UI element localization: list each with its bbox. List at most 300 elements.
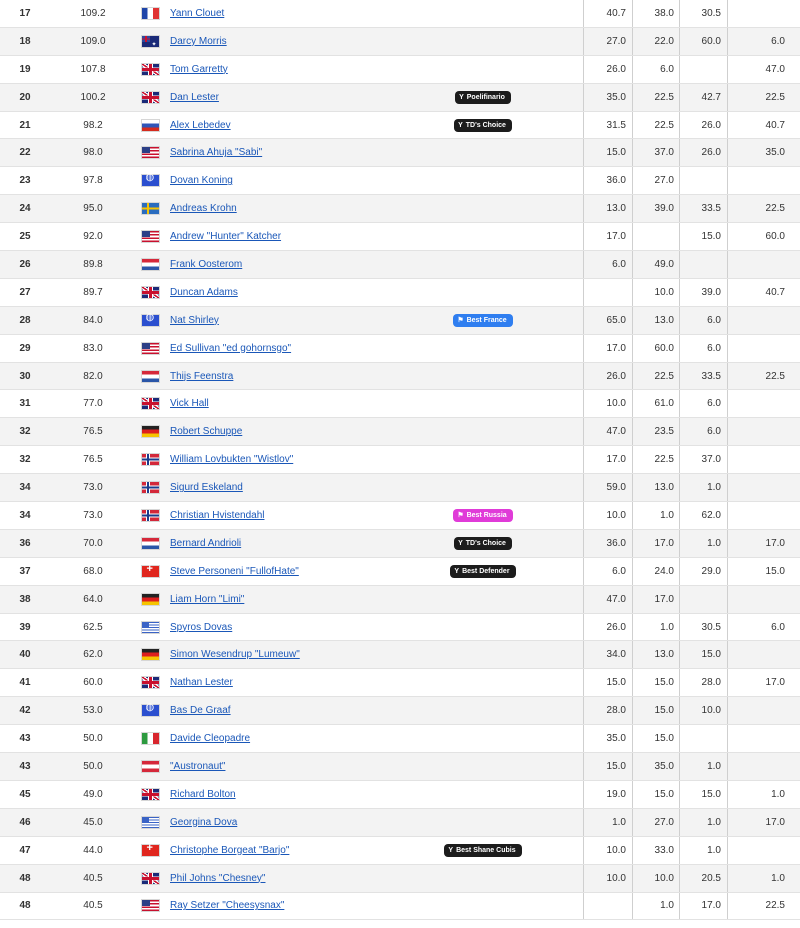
column-divider [679, 418, 680, 445]
player-link[interactable]: Yann Clouet [170, 7, 225, 19]
column-divider [583, 530, 584, 557]
score-cell: 82.0 [83, 370, 103, 382]
round-4-score: 60.0 [765, 231, 785, 243]
award-badge [453, 509, 512, 522]
player-name-cell [170, 307, 440, 334]
flag-gb-icon [142, 677, 159, 688]
column-divider [679, 614, 680, 641]
column-divider [583, 251, 584, 278]
country-flag-icon [141, 865, 159, 892]
award-badge-cell [430, 307, 536, 334]
table-row [0, 418, 800, 446]
player-link[interactable]: Ed Sullivan "ed gohornsgo" [170, 342, 292, 354]
column-divider [632, 697, 633, 724]
round-1-score: 31.5 [606, 119, 626, 131]
column-divider [583, 614, 584, 641]
score-cell: 76.5 [83, 426, 103, 438]
player-link[interactable]: Phil Johns "Chesney" [170, 872, 266, 884]
country-flag-icon [141, 56, 159, 83]
country-flag-icon [141, 809, 159, 836]
table-row [0, 641, 800, 669]
column-divider [679, 307, 680, 334]
column-divider [727, 865, 728, 892]
table-row [0, 614, 800, 642]
round-3-score: 29.0 [701, 565, 721, 577]
rank-cell: 32 [19, 454, 31, 466]
score-cell: 77.0 [83, 398, 103, 410]
table-row [0, 558, 800, 586]
round-2-score: 15.0 [654, 788, 674, 800]
table-row [0, 195, 800, 223]
player-link[interactable]: Bas De Graaf [170, 705, 231, 717]
column-divider [632, 84, 633, 111]
round-1-score: 35.0 [606, 91, 626, 103]
column-divider [727, 530, 728, 557]
column-divider [679, 558, 680, 585]
column-divider [583, 725, 584, 752]
column-divider [727, 0, 728, 27]
round-2-score: 33.0 [654, 844, 674, 856]
score-cell: 73.0 [83, 482, 103, 494]
round-4-score: 47.0 [765, 63, 785, 75]
player-link[interactable]: Dan Lester [170, 91, 219, 103]
round-1-score: 26.0 [606, 621, 626, 633]
column-divider [632, 418, 633, 445]
round-1-score: 15.0 [606, 677, 626, 689]
table-row [0, 502, 800, 530]
round-1-score: 17.0 [606, 231, 626, 243]
rank-cell: 43 [19, 760, 31, 772]
round-1-score [582, 279, 626, 306]
table-row [0, 586, 800, 614]
score-cell: 50.0 [83, 760, 103, 772]
round-3-score: 1.0 [707, 844, 721, 856]
table-row [0, 893, 800, 921]
column-divider [727, 558, 728, 585]
award-badge [455, 91, 511, 104]
flag-icon: ⚑ [457, 316, 464, 324]
player-link[interactable]: Vick Hall [170, 398, 209, 410]
player-link[interactable]: Liam Horn "Limi" [170, 593, 245, 605]
column-divider [632, 781, 633, 808]
round-1-score: 34.0 [606, 649, 626, 661]
column-divider [583, 418, 584, 445]
table-row [0, 279, 800, 307]
round-4-score [741, 446, 785, 473]
column-divider [727, 586, 728, 613]
round-4-score: 1.0 [771, 788, 785, 800]
column-divider [679, 0, 680, 27]
country-flag-icon [141, 363, 159, 390]
round-4-score [741, 586, 785, 613]
table-row [0, 56, 800, 84]
player-link[interactable]: Robert Schuppe [170, 426, 243, 438]
score-cell: 40.5 [83, 900, 103, 912]
rank-cell: 25 [19, 231, 31, 243]
round-3-score: 60.0 [701, 35, 721, 47]
column-divider [632, 223, 633, 250]
round-4-score [741, 725, 785, 752]
country-flag-icon [141, 335, 159, 362]
country-flag-icon [141, 0, 159, 27]
column-divider [679, 781, 680, 808]
country-flag-icon [141, 781, 159, 808]
column-divider [679, 697, 680, 724]
column-divider [632, 614, 633, 641]
column-divider [679, 641, 680, 668]
column-divider [679, 446, 680, 473]
round-3-score: 37.0 [701, 454, 721, 466]
round-2-score: 13.0 [654, 314, 674, 326]
round-3-score: 6.0 [707, 342, 721, 354]
flag-gb-icon [142, 789, 159, 800]
player-link[interactable]: Sigurd Eskeland [170, 482, 243, 494]
flag-ru-icon [142, 120, 159, 131]
player-link[interactable]: Nathan Lester [170, 677, 233, 689]
table-row [0, 167, 800, 195]
round-3-score: 1.0 [707, 537, 721, 549]
column-divider [679, 753, 680, 780]
flag-icon: ⚑ [457, 511, 464, 519]
round-2-score: 23.5 [654, 426, 674, 438]
round-3-score [677, 586, 721, 613]
round-4-score [741, 418, 785, 445]
player-name-cell [170, 893, 440, 920]
rank-cell: 24 [19, 203, 31, 215]
country-flag-icon [141, 28, 159, 55]
flag-gb-icon [142, 873, 159, 884]
rank-cell: 41 [19, 677, 31, 689]
table-row [0, 223, 800, 251]
country-flag-icon [141, 167, 159, 194]
round-3-score: 1.0 [707, 816, 721, 828]
column-divider [632, 725, 633, 752]
score-cell: 107.8 [80, 63, 106, 75]
table-row [0, 446, 800, 474]
player-name-cell [170, 139, 440, 166]
round-3-score [677, 56, 721, 83]
score-cell: 62.5 [83, 621, 103, 633]
flag-de-icon [142, 649, 159, 660]
round-1-score: 10.0 [606, 509, 626, 521]
round-3-score: 62.0 [701, 509, 721, 521]
player-link[interactable]: Ray Setzer "Cheesysnax" [170, 900, 285, 912]
flag-gb-icon [142, 92, 159, 103]
trophy-icon: Y [454, 567, 460, 575]
rank-cell: 28 [19, 314, 31, 326]
round-3-score: 33.5 [701, 370, 721, 382]
trophy-icon: Y [459, 93, 464, 101]
column-divider [632, 809, 633, 836]
column-divider [727, 195, 728, 222]
table-row [0, 390, 800, 418]
column-divider [632, 56, 633, 83]
round-2-score: 27.0 [654, 175, 674, 187]
rank-cell: 34 [19, 482, 31, 494]
round-3-score: 26.0 [701, 147, 721, 159]
round-1-score: 27.0 [606, 35, 626, 47]
round-1-score: 10.0 [606, 872, 626, 884]
player-link[interactable]: Dovan Koning [170, 175, 233, 187]
round-4-score [741, 335, 785, 362]
player-name-cell [170, 809, 440, 836]
column-divider [632, 669, 633, 696]
player-link[interactable]: Simon Wesendrup "Lumeuw" [170, 649, 300, 661]
country-flag-icon [141, 641, 159, 668]
rank-cell: 20 [19, 91, 31, 103]
column-divider [679, 837, 680, 864]
round-4-score: 1.0 [771, 872, 785, 884]
player-link[interactable]: Darcy Morris [170, 35, 227, 47]
column-divider [583, 56, 584, 83]
round-2-score: 37.0 [654, 147, 674, 159]
table-row [0, 753, 800, 781]
round-4-score [741, 502, 785, 529]
rank-cell: 30 [19, 370, 31, 382]
player-link[interactable]: Christophe Borgeat "Barjo" [170, 844, 290, 856]
country-flag-icon [141, 139, 159, 166]
column-divider [632, 753, 633, 780]
award-badge-label: TD's Choice [465, 121, 506, 129]
player-name-cell [170, 753, 440, 780]
country-flag-icon [141, 837, 159, 864]
rank-cell: 32 [19, 426, 31, 438]
table-row [0, 363, 800, 391]
player-link[interactable]: "Austronaut" [170, 760, 226, 772]
round-2-score: 13.0 [654, 482, 674, 494]
column-divider [727, 363, 728, 390]
country-flag-icon [141, 446, 159, 473]
flag-gr-icon [142, 622, 159, 633]
column-divider [583, 307, 584, 334]
round-4-score [741, 474, 785, 501]
column-divider [583, 0, 584, 27]
round-2-score: 60.0 [654, 342, 674, 354]
award-badge-cell [430, 502, 536, 529]
score-cell: 45.0 [83, 816, 103, 828]
player-name-cell [170, 167, 440, 194]
round-2-score: 1.0 [660, 621, 674, 633]
score-cell: 76.5 [83, 454, 103, 466]
column-divider [632, 641, 633, 668]
column-divider [727, 669, 728, 696]
player-link[interactable]: Sabrina Ahuja "Sabi" [170, 147, 263, 159]
round-4-score [741, 390, 785, 417]
column-divider [679, 223, 680, 250]
award-badge-cell [430, 837, 536, 864]
country-flag-icon [141, 502, 159, 529]
column-divider [583, 112, 584, 139]
round-2-score: 17.0 [654, 537, 674, 549]
score-cell: 109.2 [80, 7, 106, 19]
award-badge-cell [430, 84, 536, 111]
round-1-score: 47.0 [606, 426, 626, 438]
rank-cell: 39 [19, 621, 31, 633]
score-cell: 92.0 [83, 231, 103, 243]
round-1-score: 28.0 [606, 705, 626, 717]
round-2-score: 39.0 [654, 203, 674, 215]
column-divider [632, 530, 633, 557]
column-divider [679, 725, 680, 752]
rank-cell: 42 [19, 705, 31, 717]
rank-cell: 38 [19, 593, 31, 605]
country-flag-icon [141, 223, 159, 250]
score-cell: 64.0 [83, 593, 103, 605]
player-link[interactable]: Tom Garretty [170, 63, 228, 75]
player-name-cell [170, 530, 440, 557]
flag-gb-icon [142, 398, 159, 409]
column-divider [632, 195, 633, 222]
country-flag-icon [141, 530, 159, 557]
player-link[interactable]: Nat Shirley [170, 314, 219, 326]
column-divider [583, 753, 584, 780]
round-4-score: 6.0 [771, 35, 785, 47]
score-cell: 68.0 [83, 565, 103, 577]
round-1-score: 36.0 [606, 537, 626, 549]
score-cell: 73.0 [83, 509, 103, 521]
flag-no-icon [142, 482, 159, 493]
column-divider [583, 669, 584, 696]
column-divider [632, 251, 633, 278]
player-link[interactable]: Christian Hvistendahl [170, 509, 265, 521]
round-3-score: 10.0 [701, 705, 721, 717]
column-divider [679, 586, 680, 613]
rank-cell: 31 [19, 398, 31, 410]
country-flag-icon [141, 614, 159, 641]
flag-de-icon [142, 426, 159, 437]
column-divider [583, 865, 584, 892]
score-cell: 84.0 [83, 314, 103, 326]
country-flag-icon [141, 669, 159, 696]
player-name-cell [170, 697, 440, 724]
column-divider [632, 335, 633, 362]
round-4-score: 6.0 [771, 621, 785, 633]
player-link[interactable]: Andreas Krohn [170, 203, 237, 215]
player-link[interactable]: Georgina Dova [170, 816, 238, 828]
column-divider [583, 446, 584, 473]
player-link[interactable]: Andrew "Hunter" Katcher [170, 231, 282, 243]
player-link[interactable]: Frank Oosterom [170, 258, 243, 270]
player-link[interactable]: Davide Cleopadre [170, 733, 251, 745]
player-link[interactable]: Spyros Dovas [170, 621, 233, 633]
column-divider [583, 586, 584, 613]
column-divider [727, 167, 728, 194]
player-name-cell [170, 112, 440, 139]
rank-cell: 48 [19, 872, 31, 884]
score-cell: 95.0 [83, 203, 103, 215]
rank-cell: 45 [19, 788, 31, 800]
flag-us-icon [142, 900, 159, 911]
flag-gr-icon [142, 817, 159, 828]
column-divider [679, 390, 680, 417]
award-badge [454, 119, 512, 132]
round-1-score: 26.0 [606, 63, 626, 75]
round-2-score: 15.0 [654, 677, 674, 689]
column-divider [583, 474, 584, 501]
award-badge-label: Best Shane Cubis [456, 846, 516, 854]
rank-cell: 22 [19, 147, 31, 159]
player-link[interactable]: Duncan Adams [170, 286, 238, 298]
rank-cell: 23 [19, 175, 31, 187]
column-divider [583, 781, 584, 808]
player-link[interactable]: William Lovbukten "Wistlov" [170, 454, 294, 466]
round-4-score [741, 307, 785, 334]
player-link[interactable]: Steve Personeni "FullofHate" [170, 565, 299, 577]
player-name-cell [170, 641, 440, 668]
round-3-score: 26.0 [701, 119, 721, 131]
round-3-score: 6.0 [707, 426, 721, 438]
round-2-score: 22.5 [654, 370, 674, 382]
flag-world-icon [142, 705, 159, 716]
rank-cell: 46 [19, 816, 31, 828]
player-name-cell [170, 446, 440, 473]
trophy-icon: Y [448, 846, 454, 854]
flag-us-icon [142, 343, 159, 354]
player-link[interactable]: Bernard Andrioli [170, 537, 242, 549]
column-divider [727, 418, 728, 445]
score-cell: 49.0 [83, 788, 103, 800]
player-name-cell [170, 781, 440, 808]
rank-cell: 48 [19, 900, 31, 912]
rank-cell: 17 [19, 7, 31, 19]
round-3-score: 1.0 [707, 760, 721, 772]
round-3-score: 1.0 [707, 482, 721, 494]
round-1-score: 6.0 [612, 258, 626, 270]
player-name-cell [170, 725, 440, 752]
player-name-cell [170, 390, 440, 417]
round-2-score: 27.0 [654, 816, 674, 828]
column-divider [583, 809, 584, 836]
round-1-score: 10.0 [606, 844, 626, 856]
player-link[interactable]: Thijs Feenstra [170, 370, 234, 382]
player-name-cell [170, 28, 440, 55]
column-divider [727, 446, 728, 473]
round-2-score: 61.0 [654, 398, 674, 410]
round-2-score: 22.5 [654, 119, 674, 131]
column-divider [583, 335, 584, 362]
player-name-cell [170, 669, 440, 696]
column-divider [727, 335, 728, 362]
column-divider [727, 112, 728, 139]
player-link[interactable]: Richard Bolton [170, 788, 236, 800]
round-1-score: 26.0 [606, 370, 626, 382]
table-row [0, 335, 800, 363]
column-divider [679, 195, 680, 222]
player-link[interactable]: Alex Lebedev [170, 119, 231, 131]
round-4-score: 17.0 [765, 677, 785, 689]
round-4-score [741, 641, 785, 668]
round-2-score: 1.0 [660, 509, 674, 521]
column-divider [583, 641, 584, 668]
player-name-cell [170, 837, 440, 864]
round-2-score: 13.0 [654, 649, 674, 661]
trophy-icon: Y [458, 539, 463, 547]
country-flag-icon [141, 893, 159, 920]
rank-cell: 27 [19, 286, 31, 298]
round-1-score: 40.7 [606, 7, 626, 19]
column-divider [679, 363, 680, 390]
flag-fr-icon [142, 8, 159, 19]
flag-gb-icon [142, 64, 159, 75]
round-1-score: 13.0 [606, 203, 626, 215]
flag-ch-icon [142, 566, 159, 577]
award-badge [454, 537, 512, 550]
rank-cell: 37 [19, 565, 31, 577]
table-row [0, 0, 800, 28]
round-4-score [741, 167, 785, 194]
round-2-score: 10.0 [654, 872, 674, 884]
player-name-cell [170, 502, 440, 529]
